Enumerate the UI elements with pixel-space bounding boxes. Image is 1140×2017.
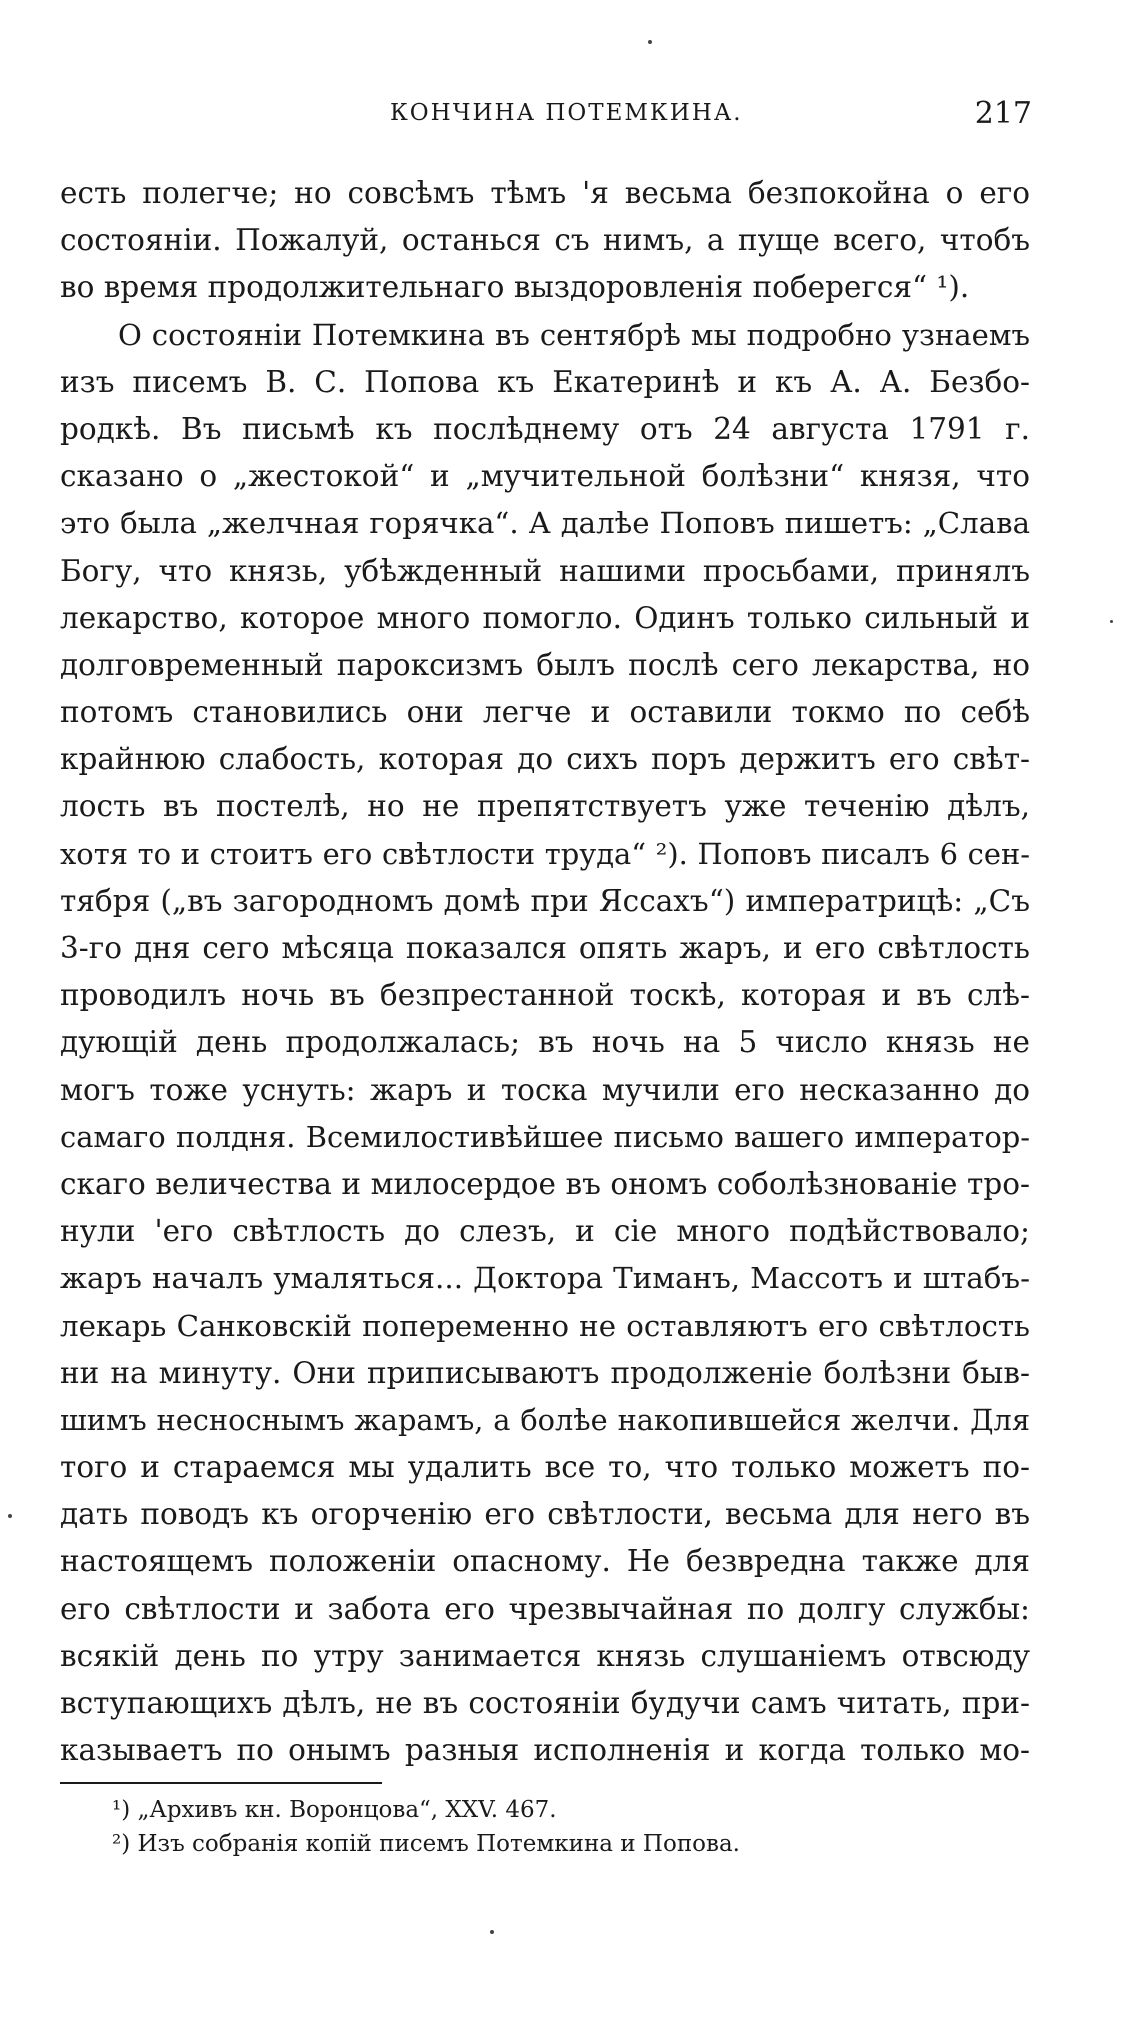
page-number: 217 (974, 96, 1032, 131)
text-line: 3-го дня сего мѣсяца показался опять жаръ, и его свѣтлость (60, 931, 1030, 965)
text-line: жаръ началъ умаляться... Доктора Тиманъ, Массотъ и штабъ- (60, 1261, 1030, 1296)
text-line: потомъ становились они легче и оставили токмо по себѣ (60, 695, 1030, 730)
text-line: это была „желчная горячка“. А далѣе Поповъ пишетъ: „Слава (60, 506, 1030, 541)
text-line: проводилъ ночь въ безпрестанной тоскѣ, которая и въ слѣ- (60, 978, 1030, 1013)
text-line: настоящемъ положеніи опасному. Не безвредна также для (60, 1544, 1030, 1579)
text-line: лекарство, которое много помогло. Одинъ только сильный и (60, 600, 1030, 635)
text-line: ни на минуту. Они приписываютъ продолженіе болѣзни быв- (60, 1355, 1030, 1390)
body-text (60, 170, 1030, 1774)
footnote: ²) Изъ собранія копій писемъ Потемкина и Попова. (112, 1831, 740, 1857)
text-line: лекарь Санковскій попеременно не оставляютъ его свѣтлость (60, 1308, 1030, 1343)
print-speck (490, 1930, 494, 1934)
text-line: хотя то и стоитъ его свѣтлости труда“ ²). Поповъ писалъ 6 сен- (60, 836, 1030, 871)
running-title: КОНЧИНА ПОТЕМКИНА. (390, 100, 743, 126)
footnote: ¹) „Архивъ кн. Воронцова“, XXV. 467. (112, 1797, 557, 1823)
text-line: изъ писемъ В. С. Попова къ Екатеринѣ и къ А. А. Безбо- (60, 364, 1030, 399)
footnote-divider (60, 1782, 382, 1784)
print-speck (648, 40, 652, 44)
text-line: сказано о „жестокой“ и „мучительной болѣзни“ князя, что (60, 459, 1030, 494)
text-line: родкѣ. Въ письмѣ къ послѣднему отъ 24 августа 1791 г. (60, 411, 1030, 446)
text-line: нули 'его свѣтлость до слезъ, и сіе много подѣйствовало; (60, 1214, 1030, 1249)
text-line: того и стараемся мы удалить все то, что только можетъ по- (60, 1450, 1030, 1485)
print-speck (1110, 620, 1113, 623)
text-line: состояніи. Пожалуй, останься съ нимъ, а пуще всего, чтобъ (60, 223, 1030, 258)
text-line: есть полегче; но совсѣмъ тѣмъ 'я весьма безпокойна о его (60, 176, 1030, 210)
text-line: самаго полдня. Всемилостивѣйшее письмо вашего император- (60, 1119, 1030, 1154)
text-line: вступающихъ дѣлъ, не въ состояніи будучи самъ читать, при- (60, 1686, 1030, 1720)
text-line: шимъ несноснымъ жарамъ, а болѣе накопившейся желчи. Для (60, 1402, 1030, 1437)
text-line: Богу, что князь, убѣжденный нашими просьбами, принялъ (60, 553, 1030, 588)
paragraph-start-line: О состояніи Потемкина въ сентябрѣ мы подробно узнаемъ (118, 317, 1030, 352)
running-header (60, 96, 1032, 140)
text-line: его свѣтлости и забота его чрезвычайная по долгу службы: (60, 1591, 1030, 1626)
text-line: тября („въ загородномъ домѣ при Яссахъ“) императрицѣ: „Съ (60, 883, 1030, 918)
print-speck (8, 1514, 12, 1518)
text-line: скаго величества и милосердое въ ономъ соболѣзнованіе тро- (60, 1166, 1030, 1201)
text-line: казываетъ по онымъ разныя исполненія и когда только мо- (60, 1733, 1030, 1768)
text-line: могъ тоже уснуть: жаръ и тоска мучили его несказанно до (60, 1072, 1030, 1107)
footnotes (112, 1793, 740, 1861)
text-line: долговременный пароксизмъ былъ послѣ сего лекарства, но (60, 647, 1030, 682)
text-line: дующій день продолжалась; въ ночь на 5 число князь не (60, 1025, 1030, 1060)
text-line: крайнюю слабость, которая до сихъ поръ держитъ его свѣт- (60, 742, 1030, 777)
text-line: во время продолжительнаго выздоровленія поберегся“ ¹). (60, 270, 970, 305)
text-line: всякій день по утру занимается князь слушаніемъ отвсюду (60, 1638, 1030, 1673)
text-line: лость въ постелѣ, но не препятствуетъ уже теченію дѣлъ, (60, 789, 1030, 824)
text-line: дать поводъ къ огорченію его свѣтлости, весьма для него въ (60, 1497, 1030, 1532)
